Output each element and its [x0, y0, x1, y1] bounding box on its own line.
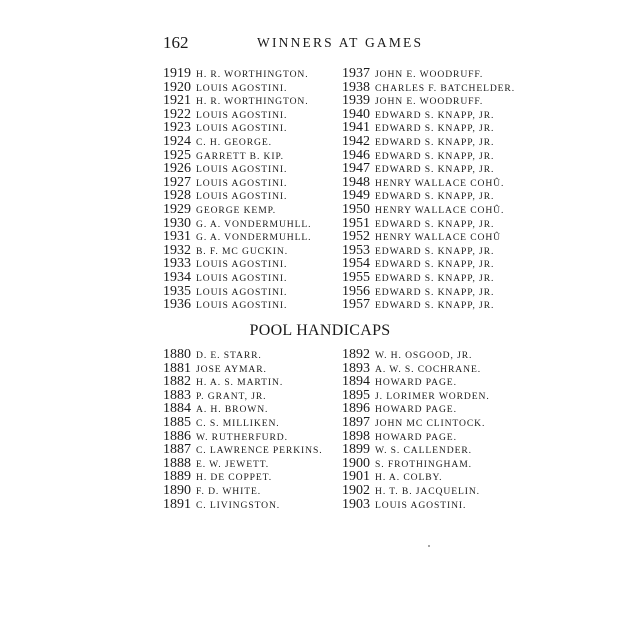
list-item [163, 161, 311, 175]
list-item [163, 456, 323, 470]
year-label: 1890 [163, 482, 191, 498]
list-item [342, 243, 515, 257]
winner-name: LOUIS AGOSTINI. [196, 164, 288, 176]
list-item [342, 297, 515, 311]
winner-name: JOHN E. WOODRUFF. [375, 96, 484, 108]
year-label: 1886 [163, 428, 191, 444]
winners-right-column [342, 66, 515, 311]
year-label: 1935 [163, 283, 191, 299]
winner-name: LOUIS AGOSTINI. [196, 286, 288, 298]
list-item [163, 134, 311, 148]
year-label: 1898 [342, 428, 370, 444]
list-item [163, 175, 311, 189]
winner-name: LOUIS AGOSTINI. [196, 109, 288, 121]
winner-name: EDWARD S. KNAPP, JR. [375, 136, 495, 148]
list-item [342, 93, 515, 107]
list-item [342, 229, 515, 243]
winner-name: EDWARD S. KNAPP, JR. [375, 300, 495, 312]
list-item [163, 120, 311, 134]
winner-name: EDWARD S. KNAPP, JR. [375, 191, 495, 203]
winner-name: G. A. VONDERMUHLL. [196, 218, 312, 230]
list-item [342, 347, 490, 361]
year-label: 1929 [163, 201, 191, 217]
winner-name: EDWARD S. KNAPP, JR. [375, 109, 495, 121]
print-speck [428, 545, 430, 547]
winner-name: EDWARD S. KNAPP, JR. [375, 123, 495, 135]
year-label: 1883 [163, 387, 191, 403]
list-item [342, 202, 515, 216]
winner-name: H. DE COPPET. [196, 472, 273, 484]
year-label: 1940 [342, 106, 370, 122]
section-heading: POOL HANDICAPS [249, 322, 391, 339]
winner-name: H. R. WORTHINGTON. [196, 96, 309, 108]
winner-name: C. LIVINGSTON. [196, 499, 281, 511]
year-label: 1880 [163, 347, 191, 362]
year-label: 1927 [163, 174, 191, 190]
list-item [342, 415, 490, 429]
year-label: 1931 [163, 229, 191, 245]
year-label: 1951 [342, 215, 370, 231]
list-item [163, 243, 311, 257]
list-item [163, 442, 323, 456]
pool-left-column [163, 347, 323, 510]
list-item [163, 229, 311, 243]
list-item [163, 284, 311, 298]
year-label: 1924 [163, 133, 191, 149]
year-label: 1881 [163, 360, 191, 376]
year-label: 1922 [163, 106, 191, 122]
year-label: 1888 [163, 455, 191, 471]
winner-name: HENRY WALLACE COHÛ [375, 232, 501, 244]
list-item [342, 175, 515, 189]
year-label: 1936 [163, 297, 191, 313]
year-label: 1932 [163, 242, 191, 258]
year-label: 1900 [342, 455, 370, 471]
winner-name: D. E. STARR. [196, 350, 262, 361]
winner-name: GARRETT B. KIP. [196, 150, 284, 162]
winner-name: EDWARD S. KNAPP, JR. [375, 272, 495, 284]
winner-name: H. R. WORTHINGTON. [196, 69, 309, 80]
list-item [163, 202, 311, 216]
winner-name: E. W. JEWETT. [196, 458, 270, 470]
list-item [163, 497, 323, 511]
list-item [342, 134, 515, 148]
winner-name: CHARLES F. BATCHELDER. [375, 82, 516, 94]
year-label: 1901 [342, 469, 370, 485]
list-item [163, 216, 311, 230]
list-item [163, 66, 311, 80]
year-label: 1938 [342, 79, 370, 95]
year-label: 1882 [163, 374, 191, 390]
list-item [342, 188, 515, 202]
winner-name: EDWARD S. KNAPP, JR. [375, 245, 495, 257]
winner-name: LOUIS AGOSTINI. [375, 499, 467, 511]
list-item [342, 442, 490, 456]
year-label: 1903 [342, 496, 370, 512]
list-item [163, 415, 323, 429]
list-item [163, 361, 323, 375]
list-item [342, 148, 515, 162]
year-label: 1957 [342, 297, 370, 313]
winner-name: LOUIS AGOSTINI. [196, 259, 288, 271]
list-item [163, 256, 311, 270]
list-item [342, 483, 490, 497]
list-item [342, 429, 490, 443]
year-label: 1948 [342, 174, 370, 190]
list-item [342, 388, 490, 402]
list-item [342, 284, 515, 298]
year-label: 1954 [342, 256, 370, 272]
year-label: 1892 [342, 347, 370, 362]
list-item [342, 497, 490, 511]
winner-name: LOUIS AGOSTINI. [196, 272, 288, 284]
winner-name: HENRY WALLACE COHÛ. [375, 177, 505, 189]
year-label: 1897 [342, 414, 370, 430]
year-label: 1899 [342, 442, 370, 458]
list-item [342, 216, 515, 230]
list-item [163, 107, 311, 121]
year-label: 1891 [163, 496, 191, 512]
year-label: 1902 [342, 482, 370, 498]
year-label: 1885 [163, 414, 191, 430]
winner-name: EDWARD S. KNAPP, JR. [375, 259, 495, 271]
winner-name: LOUIS AGOSTINI. [196, 177, 288, 189]
winner-name: A. W. S. COCHRANE. [375, 363, 482, 375]
year-label: 1925 [163, 147, 191, 163]
winner-name: C. S. MILLIKEN. [196, 417, 280, 429]
list-item [163, 401, 323, 415]
year-label: 1953 [342, 242, 370, 258]
winner-name: P. GRANT, JR. [196, 390, 267, 402]
winner-name: HENRY WALLACE COHÛ. [375, 204, 505, 216]
list-item [342, 107, 515, 121]
list-item [163, 148, 311, 162]
year-label: 1920 [163, 79, 191, 95]
page-number: 162 [163, 33, 189, 52]
year-label: 1949 [342, 188, 370, 204]
year-label: 1956 [342, 283, 370, 299]
year-label: 1947 [342, 161, 370, 177]
winner-name: JOHN MC CLINTOCK. [375, 417, 486, 429]
year-label: 1887 [163, 442, 191, 458]
winner-name: C. LAWRENCE PERKINS. [196, 445, 323, 457]
list-item [163, 429, 323, 443]
year-label: 1894 [342, 374, 370, 390]
list-item [342, 66, 515, 80]
year-label: 1889 [163, 469, 191, 485]
winner-name: S. FROTHINGHAM. [375, 458, 472, 470]
list-item [163, 374, 323, 388]
winner-name: EDWARD S. KNAPP, JR. [375, 218, 495, 230]
year-label: 1950 [342, 201, 370, 217]
winner-name: LOUIS AGOSTINI. [196, 300, 288, 312]
list-item [163, 483, 323, 497]
year-label: 1884 [163, 401, 191, 417]
winner-name: HOWARD PAGE. [375, 431, 457, 443]
list-item [163, 80, 311, 94]
winner-name: W. RUTHERFURD. [196, 431, 288, 443]
list-item [342, 401, 490, 415]
winner-name: G. A. VONDERMUHLL. [196, 232, 312, 244]
year-label: 1895 [342, 387, 370, 403]
list-item [342, 80, 515, 94]
list-item [163, 469, 323, 483]
list-item [342, 361, 490, 375]
winner-name: JOHN E. WOODRUFF. [375, 69, 484, 80]
running-head: WINNERS AT GAMES [257, 35, 424, 50]
winner-name: LOUIS AGOSTINI. [196, 82, 288, 94]
winner-name: EDWARD S. KNAPP, JR. [375, 150, 495, 162]
winner-name: H. T. B. JACQUELIN. [375, 485, 480, 497]
year-label: 1893 [342, 360, 370, 376]
winner-name: W. H. OSGOOD, JR. [375, 350, 473, 361]
year-label: 1946 [342, 147, 370, 163]
year-label: 1926 [163, 161, 191, 177]
list-item [163, 388, 323, 402]
year-label: 1942 [342, 133, 370, 149]
winner-name: B. F. MC GUCKIN. [196, 245, 288, 257]
list-item [342, 456, 490, 470]
year-label: 1955 [342, 269, 370, 285]
winner-name: H. A. COLBY. [375, 472, 443, 484]
winner-name: H. A. S. MARTIN. [196, 377, 284, 389]
winner-name: LOUIS AGOSTINI. [196, 123, 288, 135]
winner-name: J. LORIMER WORDEN. [375, 390, 490, 402]
winner-name: W. S. CALLENDER. [375, 445, 472, 457]
year-label: 1937 [342, 66, 370, 81]
list-item [163, 270, 311, 284]
year-label: 1939 [342, 93, 370, 109]
list-item [163, 297, 311, 311]
winner-name: EDWARD S. KNAPP, JR. [375, 286, 495, 298]
list-item [342, 256, 515, 270]
list-item [163, 188, 311, 202]
year-label: 1919 [163, 66, 191, 81]
year-label: 1933 [163, 256, 191, 272]
year-label: 1928 [163, 188, 191, 204]
list-item [342, 469, 490, 483]
winner-name: F. D. WHITE. [196, 485, 262, 497]
year-label: 1941 [342, 120, 370, 136]
list-item [342, 270, 515, 284]
year-label: 1921 [163, 93, 191, 109]
winner-name: C. H. GEORGE. [196, 136, 272, 148]
list-item [163, 93, 311, 107]
winner-name: GEORGE KEMP. [196, 204, 277, 216]
year-label: 1923 [163, 120, 191, 136]
list-item [163, 347, 323, 361]
winner-name: JOSE AYMAR. [196, 363, 267, 375]
winner-name: HOWARD PAGE. [375, 377, 457, 389]
year-label: 1896 [342, 401, 370, 417]
list-item [342, 161, 515, 175]
year-label: 1930 [163, 215, 191, 231]
pool-right-column [342, 347, 490, 510]
year-label: 1952 [342, 229, 370, 245]
list-item [342, 374, 490, 388]
list-item [342, 120, 515, 134]
winner-name: HOWARD PAGE. [375, 404, 457, 416]
year-label: 1934 [163, 269, 191, 285]
winner-name: EDWARD S. KNAPP, JR. [375, 164, 495, 176]
winners-left-column [163, 66, 311, 311]
winner-name: LOUIS AGOSTINI. [196, 191, 288, 203]
winner-name: A. H. BROWN. [196, 404, 269, 416]
